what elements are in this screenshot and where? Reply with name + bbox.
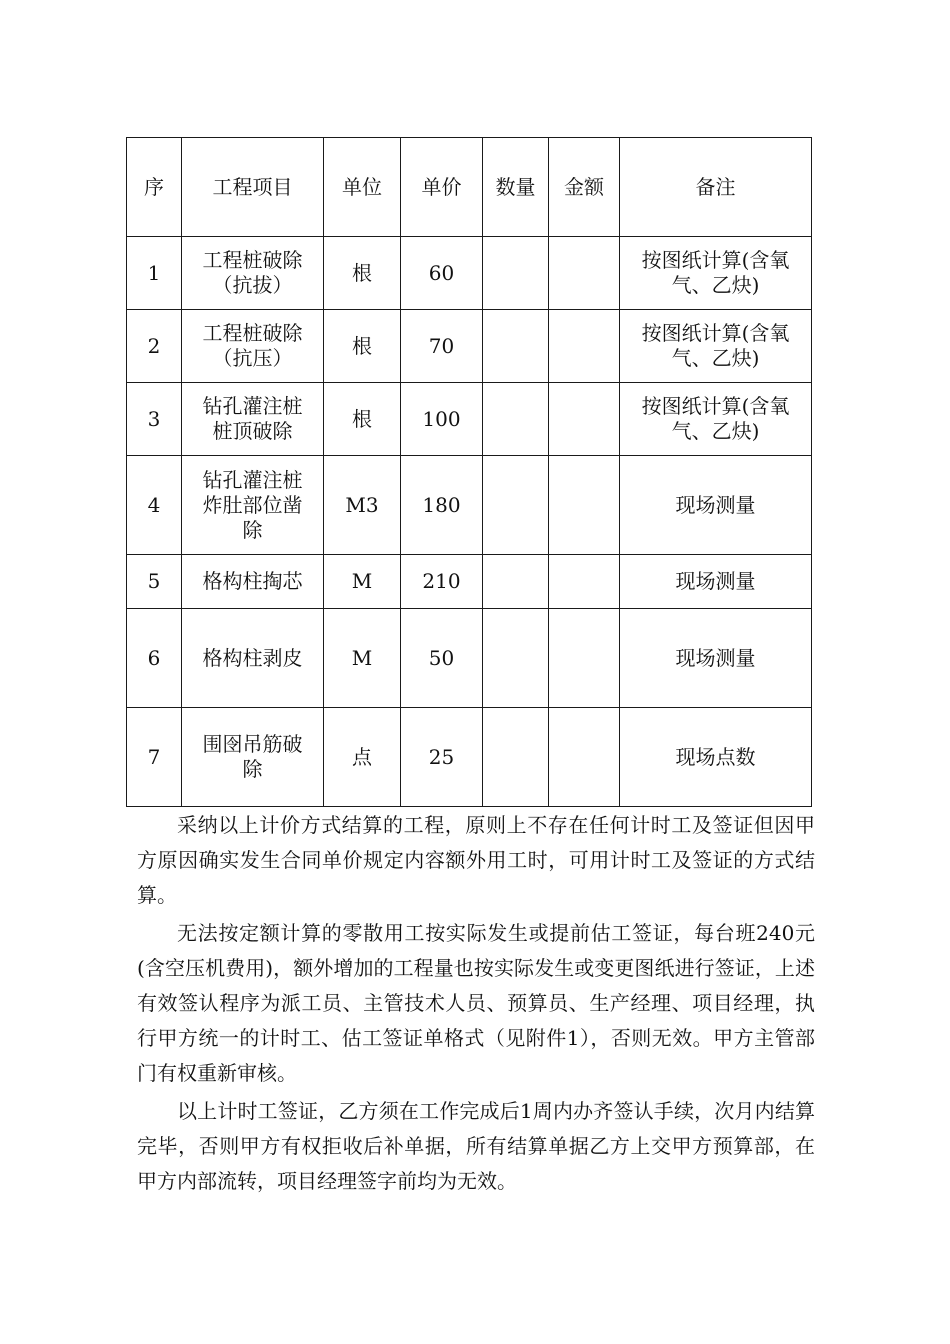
- cell-note: 现场测量: [620, 609, 812, 708]
- cell-amount: [549, 609, 620, 708]
- cell-unit: 点: [324, 708, 401, 807]
- cell-unit: M3: [324, 456, 401, 555]
- body-text: [137, 808, 815, 1202]
- header-qty: 数量: [483, 138, 549, 237]
- table-row: [127, 456, 812, 555]
- cell-amount: [549, 456, 620, 555]
- cell-price: 210: [401, 555, 483, 609]
- table-row: [127, 310, 812, 383]
- cell-seq: 4: [127, 456, 182, 555]
- cell-note: 按图纸计算(含氧 气、乙炔): [620, 237, 812, 310]
- cell-seq: 1: [127, 237, 182, 310]
- header-price: 单价: [401, 138, 483, 237]
- price-table: [126, 137, 812, 807]
- table-row: [127, 237, 812, 310]
- cell-qty: [483, 383, 549, 456]
- cell-item: 格构柱剥皮: [182, 609, 324, 708]
- paragraph: 以上计时工签证，乙方须在工作完成后1周内办齐签认手续，次月内结算完毕，否则甲方有权拒收后补单据，所有结算单据乙方上交甲方预算部，在甲方内部流转，项目经理签字前均为无效。: [137, 1099, 815, 1193]
- cell-seq: 5: [127, 555, 182, 609]
- cell-seq: 7: [127, 708, 182, 807]
- paragraph: 无法按定额计算的零散用工按实际发生或提前估工签证，每台班240元(含空压机费用)，额外增加的工程量也按实际发生或变更图纸进行签证，上述有效签认程序为派工员、主管技术人员、预算员、生产经理、项目经理，执行甲方统一的计时工、估工签证单格式（见附件1），否则无效。甲方主管部门有权重新审核。: [137, 921, 815, 1085]
- cell-price: 100: [401, 383, 483, 456]
- cell-qty: [483, 456, 549, 555]
- cell-seq: 2: [127, 310, 182, 383]
- cell-amount: [549, 237, 620, 310]
- table-header-row: [127, 138, 812, 237]
- cell-amount: [549, 383, 620, 456]
- cell-note: 现场点数: [620, 708, 812, 807]
- cell-unit: M: [324, 555, 401, 609]
- cell-qty: [483, 310, 549, 383]
- cell-seq: 6: [127, 609, 182, 708]
- cell-amount: [549, 555, 620, 609]
- cell-price: 25: [401, 708, 483, 807]
- cell-qty: [483, 555, 549, 609]
- paragraph: 采纳以上计价方式结算的工程，原则上不存在任何计时工及签证但因甲方原因确实发生合同单价规定内容额外用工时，可用计时工及签证的方式结算。: [137, 813, 815, 907]
- cell-price: 50: [401, 609, 483, 708]
- cell-item: 钻孔灌注桩 炸肚部位凿 除: [182, 456, 324, 555]
- cell-item: 格构柱掏芯: [182, 555, 324, 609]
- cell-qty: [483, 237, 549, 310]
- cell-item: 钻孔灌注桩 桩顶破除: [182, 383, 324, 456]
- cell-price: 60: [401, 237, 483, 310]
- cell-unit: 根: [324, 237, 401, 310]
- cell-note: 现场测量: [620, 456, 812, 555]
- table-row: [127, 555, 812, 609]
- cell-qty: [483, 609, 549, 708]
- cell-note: 现场测量: [620, 555, 812, 609]
- header-note: 备注: [620, 138, 812, 237]
- cell-item: 工程桩破除 （抗拔）: [182, 237, 324, 310]
- cell-price: 180: [401, 456, 483, 555]
- table-row: [127, 609, 812, 708]
- header-seq: 序: [127, 138, 182, 237]
- cell-qty: [483, 708, 549, 807]
- cell-note: 按图纸计算(含氧 气、乙炔): [620, 310, 812, 383]
- cell-unit: 根: [324, 383, 401, 456]
- cell-item: 围囹吊筋破 除: [182, 708, 324, 807]
- cell-amount: [549, 708, 620, 807]
- header-amount: 金额: [549, 138, 620, 237]
- cell-amount: [549, 310, 620, 383]
- cell-item: 工程桩破除 （抗压）: [182, 310, 324, 383]
- header-item: 工程项目: [182, 138, 324, 237]
- table-row: [127, 708, 812, 807]
- cell-unit: 根: [324, 310, 401, 383]
- cell-seq: 3: [127, 383, 182, 456]
- cell-unit: M: [324, 609, 401, 708]
- cell-price: 70: [401, 310, 483, 383]
- cell-note: 按图纸计算(含氧 气、乙炔): [620, 383, 812, 456]
- table-row: [127, 383, 812, 456]
- header-unit: 单位: [324, 138, 401, 237]
